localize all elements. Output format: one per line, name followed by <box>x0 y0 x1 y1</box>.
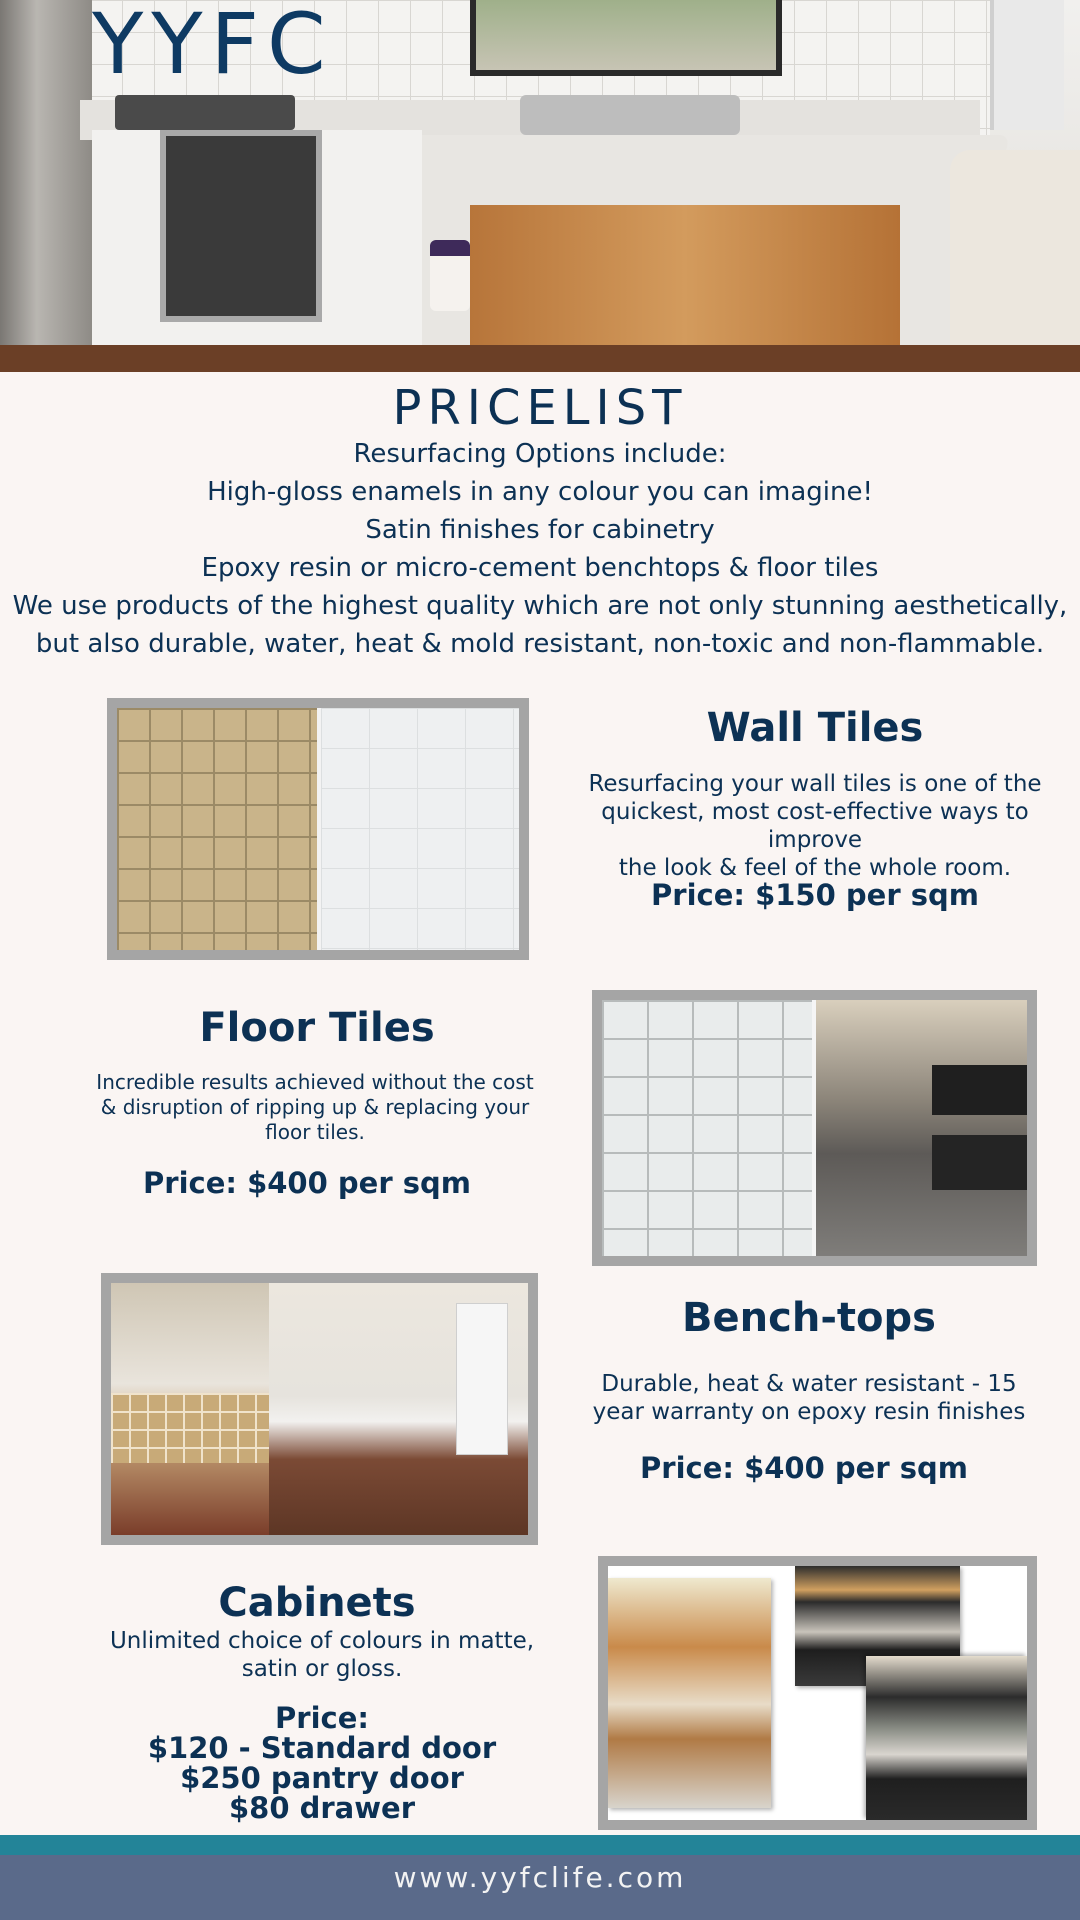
floor-tiles-title: Floor Tiles <box>199 1005 435 1051</box>
intro-line: but also durable, water, heat & mold resistant, non-toxic and non-flammable. <box>35 629 1045 659</box>
cabinets-title: Cabinets <box>218 1580 416 1626</box>
bench-tops-description: Durable, heat & water resistant - 15 year warranty on epoxy resin finishes <box>592 1371 1026 1425</box>
intro-line: Epoxy resin or micro-cement benchtops & floor tiles <box>201 553 879 583</box>
wall-tiles-photo <box>107 698 529 960</box>
bench-tops-price: Price: $400 per sqm <box>640 1451 968 1485</box>
intro-line: Satin finishes for cabinetry <box>365 515 715 545</box>
cabinets-price: Price: $120 - Standard door $250 pantry door $80 drawer <box>147 1701 497 1825</box>
website-link[interactable]: www.yyfclife.com <box>393 1861 687 1894</box>
cabinets-photo <box>598 1556 1037 1830</box>
bench-tops-title: Bench-tops <box>682 1295 936 1341</box>
bench-tops-photo <box>101 1273 538 1545</box>
intro-line: High-gloss enamels in any colour you can imagine! <box>207 477 873 507</box>
footer-accent-stripe <box>0 1835 1080 1855</box>
cabinets-description: Unlimited choice of colours in matte, satin or gloss. <box>109 1628 535 1682</box>
floor-tiles-price: Price: $400 per sqm <box>143 1166 471 1200</box>
intro-line: Resurfacing Options include: <box>353 439 727 469</box>
pricelist-title: PRICELIST <box>392 380 688 436</box>
wall-tiles-description: Resurfacing your wall tiles is one of the quickest, most cost-effective ways to improve the look & feel of the whole room. <box>588 771 1042 881</box>
floor-tiles-description: Incredible results achieved without the cost & disruption of ripping up & replacing your floor tiles. <box>96 1070 534 1144</box>
floor-tiles-photo <box>592 990 1037 1266</box>
hero-kitchen-photo <box>0 0 1080 372</box>
intro-line: We use products of the highest quality which are not only stunning aesthetically, <box>12 591 1068 621</box>
wall-tiles-price: Price: $150 per sqm <box>651 878 979 912</box>
brand-logo: YYFC <box>92 0 334 93</box>
wall-tiles-title: Wall Tiles <box>706 705 924 751</box>
